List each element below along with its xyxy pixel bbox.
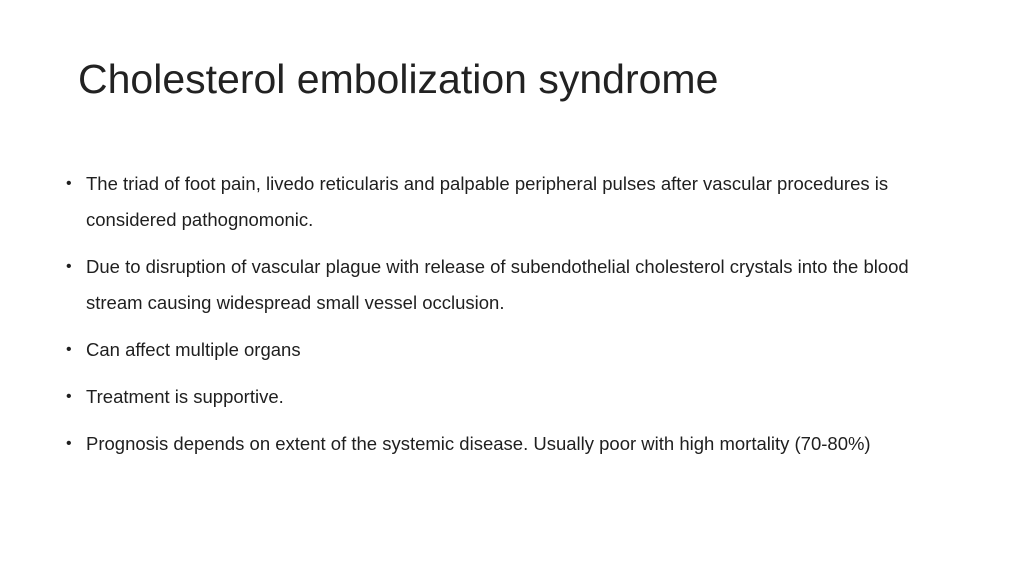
bullet-icon: • [66,435,72,452]
bullet-item [64,426,964,462]
bullet-text: Due to disruption of vascular plague with release of subendothelial cholesterol crystals into the blood stream causing widespread small vessel occlusion. [86,256,909,313]
bullet-icon: • [66,341,72,358]
bullet-icon: • [66,258,72,275]
bullet-icon: • [66,175,72,192]
bullet-text: Can affect multiple organs [86,339,301,360]
bullet-item [64,249,964,321]
bullet-item [64,332,964,368]
bullet-list [64,166,964,473]
bullet-text: The triad of foot pain, livedo reticularis and palpable peripheral pulses after vascular procedures is considered pathognomonic. [86,173,889,230]
slide-title: Cholesterol embolization syndrome [78,56,719,102]
bullet-item [64,379,964,415]
bullet-icon: • [66,388,72,405]
bullet-item [64,166,964,238]
bullet-text: Prognosis depends on extent of the systemic disease. Usually poor with high mortality (70-80%) [86,433,871,454]
bullet-text: Treatment is supportive. [86,386,284,407]
